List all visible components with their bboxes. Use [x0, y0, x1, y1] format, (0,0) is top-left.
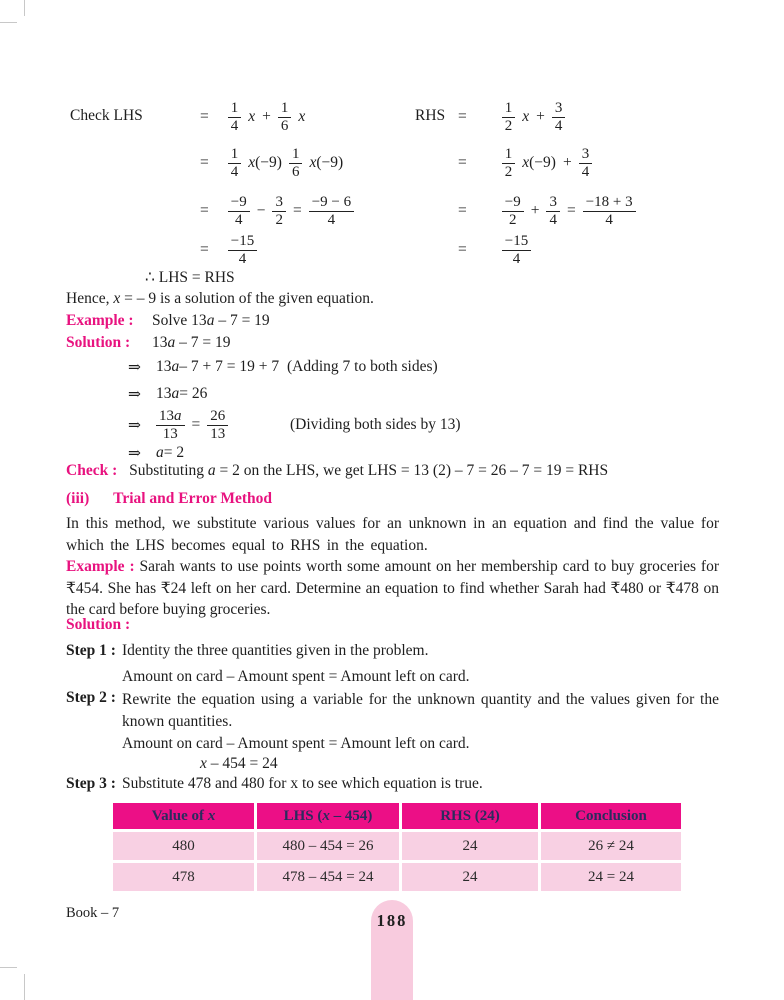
step3-label: Step 3 : [66, 775, 116, 792]
fraction: $\frac{-9}{4}$ [228, 194, 250, 229]
check-rhs-label: RHS [415, 107, 446, 124]
fraction: $\frac{1}{4}$ [228, 146, 242, 181]
fraction: $\frac{1}{2}$ [502, 100, 516, 135]
derivation-row-2: ⇒ 13 a = 26 [128, 385, 208, 403]
check-label: Check : [66, 462, 118, 479]
fraction: $\frac{26}{13}$ [207, 408, 228, 443]
table-header-conclusion: Conclusion [541, 803, 681, 829]
derivation-row-4: ⇒ a = 2 [128, 444, 185, 462]
implies-arrow: ⇒ [128, 416, 141, 434]
step2-text: Rewrite the equation using a variable for the unknown quantity and the values given for the known quantities. [122, 691, 719, 730]
crop-mark-bottom-left-v [24, 974, 25, 1000]
table-cell: 24 = 24 [541, 863, 681, 891]
therefore-line: ∴ LHS = RHS [145, 269, 235, 286]
lhs-row-1: = $\frac{1}{4}$ x + $\frac{1}{6}$ x [200, 99, 306, 134]
table-header-lhs: LHS (x – 454) [257, 803, 399, 829]
fraction: $\frac{3}{4}$ [546, 194, 560, 229]
book-footer: Book – 7 [66, 905, 120, 921]
table-cell: 480 – 454 = 26 [257, 832, 399, 860]
implies-arrow: ⇒ [128, 358, 141, 376]
table-cell: 480 [113, 832, 254, 860]
fraction: $\frac{1}{6}$ [289, 146, 303, 181]
rhs-row-4: = $\frac{-15}{4}$ [458, 230, 531, 270]
step2-sub: Amount on card – Amount spent = Amount left on card. [122, 735, 470, 752]
fraction: $\frac{3}{4}$ [579, 146, 593, 181]
fraction: $\frac{-9 - 6}{4}$ [309, 194, 354, 229]
rhs-row-2: = $\frac{1}{2}$ x (−9) + $\frac{3}{4}$ [458, 143, 592, 183]
check2-line: Check : Substituting a = 2 on the LHS, we get LHS = 13 (2) – 7 = 26 – 7 = 19 = RHS [66, 462, 609, 479]
fraction: $\frac{1}{2}$ [502, 146, 516, 181]
table-cell: 478 [113, 863, 254, 891]
derivation-row-1: ⇒ 13 a – 7 + 7 = 19 + 7 [128, 358, 280, 376]
example2-paragraph: Example : Sarah wants to use points worth some amount on her membership card to buy groceries for ₹454. She has ₹24 left on her card. Determine an equation to find whether Sarah had ₹480 or ₹478 on the card before buying groceries. [66, 558, 720, 618]
derivation-row-3: ⇒ $\frac{13a}{13}$ = $\frac{26}{13}$ [128, 405, 228, 445]
implies-arrow: ⇒ [128, 385, 141, 403]
method-paragraph: In this method, we substitute various values for an unknown in an equation and find the value for which the LHS becomes equal to RHS in the equation. [66, 515, 719, 554]
example1-line: Example : Solve 13a – 7 = 19 [66, 312, 270, 329]
derivation-note-1: (Adding 7 to both sides) [287, 358, 438, 375]
lhs-row-2: = $\frac{1}{4}$ x (−9) $\frac{1}{6}$ x (−9) [200, 145, 344, 180]
section-heading: (iii) Trial and Error Method [66, 490, 272, 507]
step1-sub: Amount on card – Amount spent = Amount left on card. [122, 668, 470, 685]
solution-label: Solution : [66, 334, 131, 351]
crop-mark-bottom-left-h [0, 967, 17, 968]
table-cell: 478 – 454 = 24 [257, 863, 399, 891]
page-number-pill [371, 900, 413, 1000]
fraction: $\frac{1}{4}$ [228, 100, 242, 135]
fraction: $\frac{-15}{4}$ [228, 233, 257, 268]
section-title: Trial and Error Method [113, 490, 272, 507]
table-cell: 26 ≠ 24 [541, 832, 681, 860]
fraction: $\frac{-15}{4}$ [502, 233, 531, 268]
page-number: 188 [376, 911, 408, 930]
trial-error-table [113, 803, 681, 891]
solution2-label: Solution : [66, 616, 131, 633]
derivation-note-3: (Dividing both sides by 13) [290, 416, 461, 433]
table-cell: 24 [402, 863, 538, 891]
fraction: $\frac{3}{2}$ [272, 194, 286, 229]
step3-text: Substitute 478 and 480 for x to see which equation is true. [122, 775, 483, 792]
fraction: $\frac{-9}{2}$ [502, 194, 524, 229]
check-lhs-label: Check LHS [70, 107, 143, 124]
table-cell: 24 [402, 832, 538, 860]
lhs-row-4: = $\frac{-15}{4}$ [200, 230, 257, 270]
rhs-row-3: = $\frac{-9}{2}$ + $\frac{3}{4}$ = $\frac{-18 + 3}{4}$ [458, 191, 636, 231]
solution1-line: Solution : 13a – 7 = 19 [66, 334, 231, 351]
fraction: $\frac{13a}{13}$ [156, 408, 185, 443]
example-label: Example : [66, 312, 134, 329]
fraction: $\frac{1}{6}$ [278, 100, 292, 135]
fraction: $\frac{-18 + 3}{4}$ [583, 194, 636, 229]
rhs-row-1: = $\frac{1}{2}$ x + $\frac{3}{4}$ [458, 97, 565, 137]
lhs-row-3: = $\frac{-9}{4}$ − $\frac{3}{2}$ = $\frac{-9 - 6}{4}$ [200, 191, 354, 231]
step1-text: Identity the three quantities given in the problem. [122, 642, 429, 659]
crop-mark-top-left-h [0, 22, 17, 23]
step2-equation: x – 454 = 24 [200, 755, 278, 772]
example-label: Example : [66, 558, 140, 575]
fraction: $\frac{3}{4}$ [552, 100, 566, 135]
step1-label: Step 1 : [66, 642, 116, 659]
hence-line: Hence, x = – 9 is a solution of the given equation. [66, 290, 374, 307]
table-header-value-of-x: Value of x [113, 803, 254, 829]
step2-label: Step 2 : [66, 689, 116, 706]
crop-mark-top-left-v [24, 0, 25, 16]
table-header-rhs: RHS (24) [402, 803, 538, 829]
implies-arrow: ⇒ [128, 444, 141, 462]
